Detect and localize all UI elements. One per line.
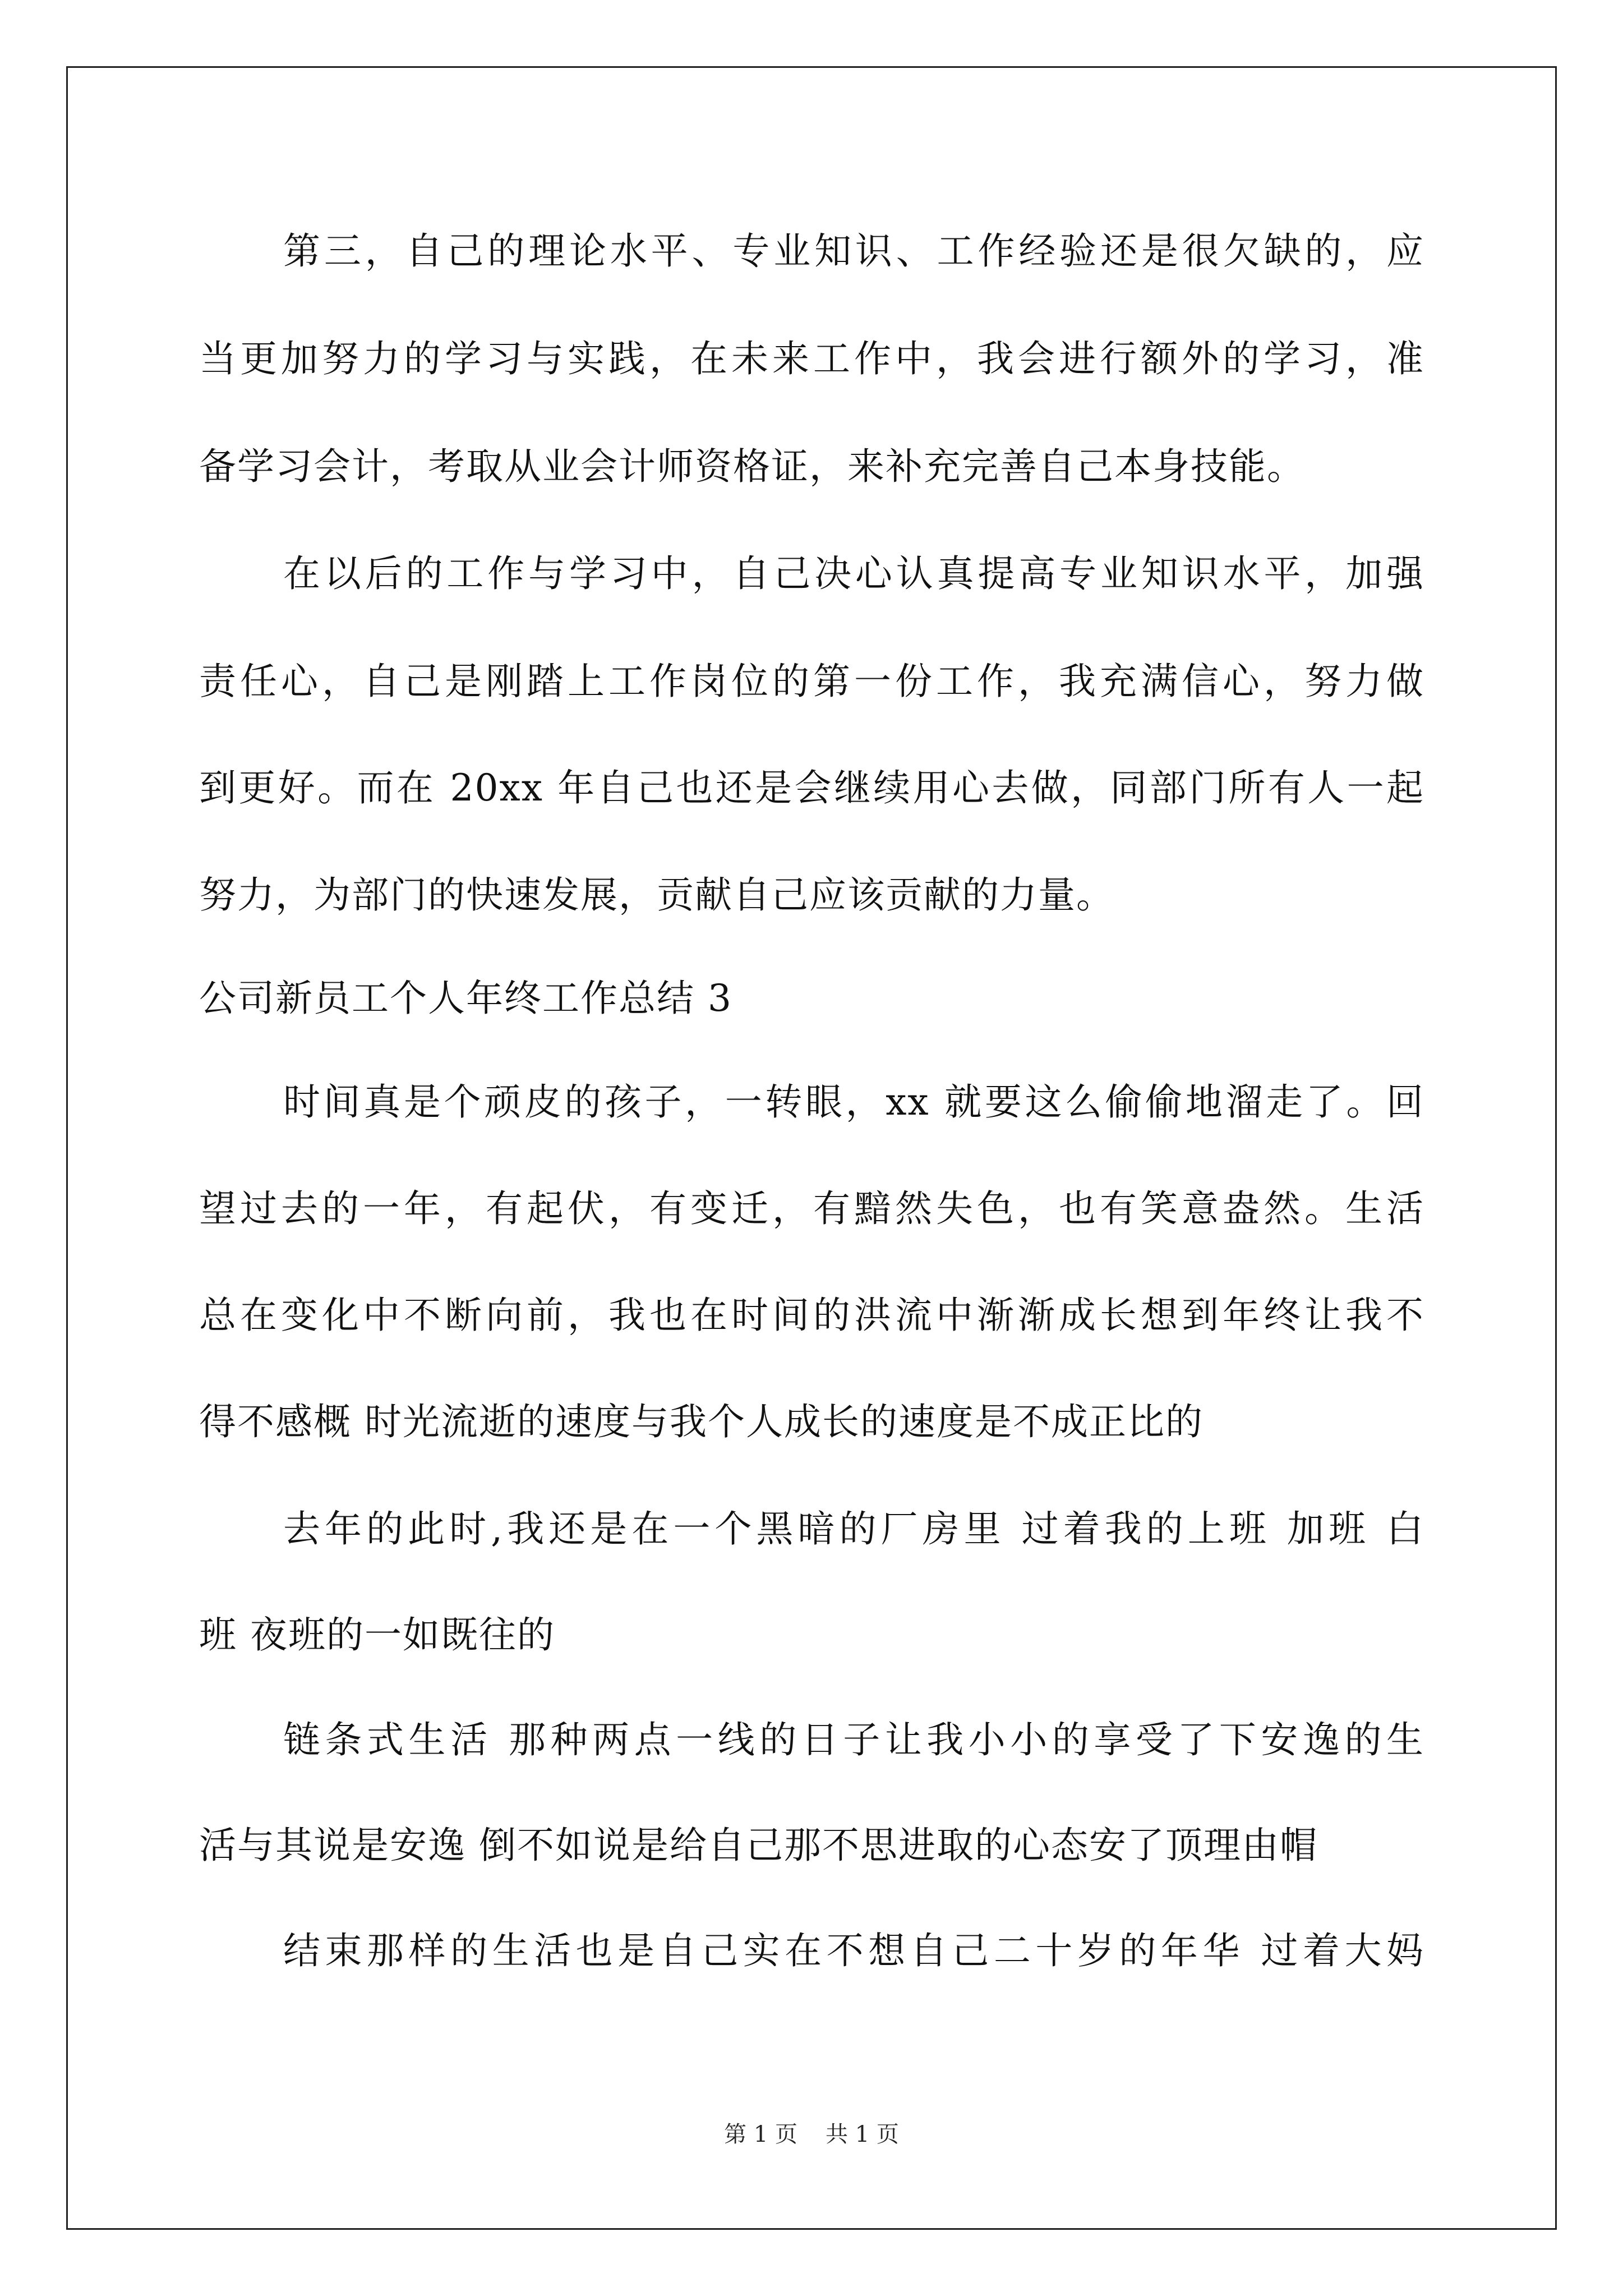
page-footer	[0, 2120, 1623, 2148]
page-border	[66, 66, 1557, 2230]
paragraph-line: 责任心，自己是刚踏上工作岗位的第一份工作，我充满信心，努力做	[199, 660, 1424, 703]
page-number: 第 1 页	[724, 2122, 797, 2147]
paragraph-line: 当更加努力的学习与实践，在未来工作中，我会进行额外的学习，准	[199, 337, 1424, 380]
paragraph-line: 得不感概 时光流逝的速度与我个人成长的速度是不成正比的	[199, 1400, 1204, 1443]
page-total: 共 1 页	[826, 2122, 899, 2147]
paragraph-line: 望过去的一年，有起伏，有变迁，有黯然失色，也有笑意盎然。生活	[199, 1187, 1424, 1230]
paragraph-line: 活与其说是安逸 倒不如说是给自己那不思进取的心态安了顶理由帽	[199, 1824, 1318, 1867]
paragraph-line: 结束那样的生活也是自己实在不想自己二十岁的年华 过着大妈	[283, 1929, 1424, 1972]
paragraph-line: 到更好。而在 20xx 年自己也还是会继续用心去做，同部门所有人一起	[199, 766, 1424, 809]
paragraph-line: 总在变化中不断向前，我也在时间的洪流中渐渐成长想到年终让我不	[199, 1294, 1424, 1337]
paragraph-line: 时间真是个顽皮的孩子，一转眼，xx 就要这么偷偷地溜走了。回	[283, 1080, 1424, 1124]
paragraph-line: 班 夜班的一如既往的	[199, 1613, 555, 1657]
paragraph-line: 去年的此时,我还是在一个黑暗的厂房里 过着我的上班 加班 白	[283, 1507, 1424, 1550]
paragraph-line: 链条式生活 那种两点一线的日子让我小小的享受了下安逸的生	[283, 1718, 1424, 1761]
section-heading: 公司新员工个人年终工作总结 3	[199, 977, 732, 1020]
paragraph-line: 努力，为部门的快速发展，贡献自己应该贡献的力量。	[199, 873, 1114, 917]
paragraph-line: 第三，自己的理论水平、专业知识、工作经验还是很欠缺的，应	[283, 229, 1424, 273]
paragraph-line: 备学习会计，考取从业会计师资格证，来补充完善自己本身技能。	[199, 445, 1305, 488]
paragraph-line: 在以后的工作与学习中，自己决心认真提高专业知识水平，加强	[283, 552, 1424, 595]
